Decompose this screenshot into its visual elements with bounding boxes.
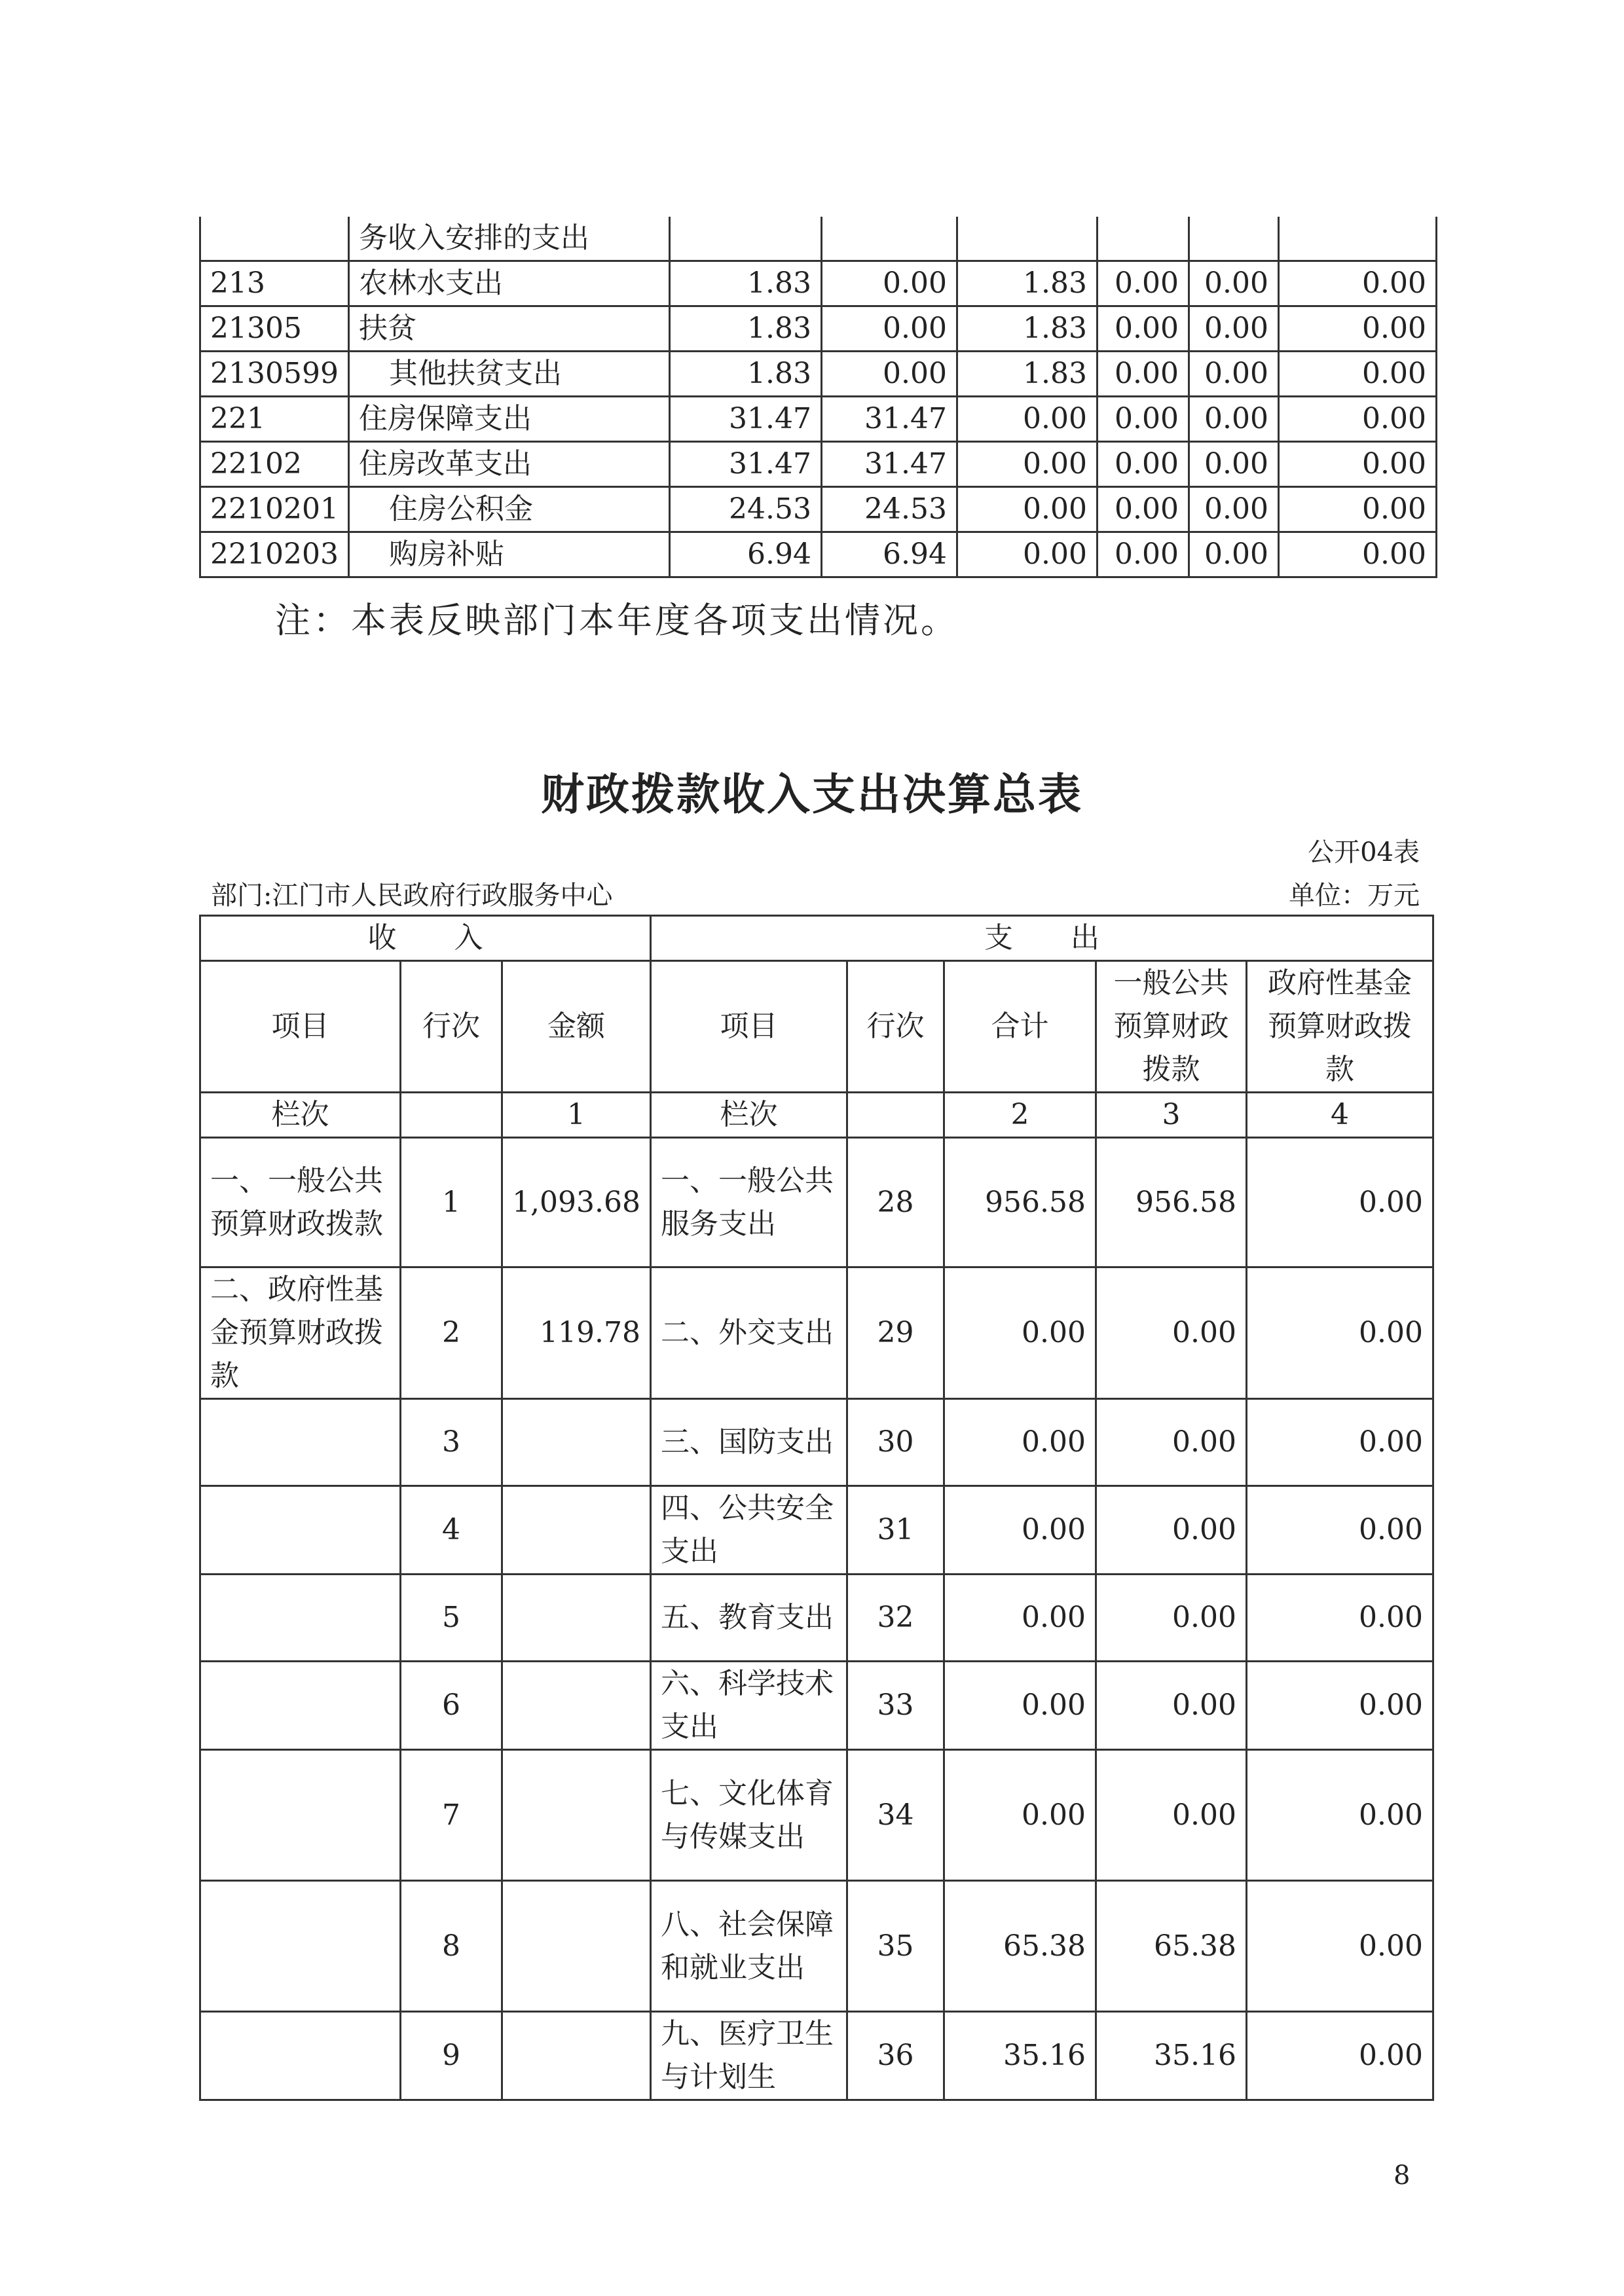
- table-row-cell: 0.00: [944, 1399, 1096, 1486]
- subject-name: 扶贫: [348, 306, 669, 352]
- table-row-cell: 65.38: [944, 1881, 1096, 2012]
- table-row-cell: 29: [847, 1267, 944, 1399]
- amount-cell: 31.47: [669, 442, 821, 487]
- amount-cell: 0.00: [957, 487, 1097, 532]
- header-row: [200, 961, 1433, 1093]
- amount-cell: 0.00: [1097, 442, 1189, 487]
- table-row-cell: 0.00: [1247, 1138, 1433, 1267]
- table-row: [200, 1486, 1433, 1575]
- amount-cell: 31.47: [821, 442, 957, 487]
- table-row-cell: [200, 1881, 401, 2012]
- table-row-cell: 65.38: [1096, 1881, 1247, 2012]
- table-row: [200, 217, 1437, 261]
- table-row: [200, 1267, 1433, 1399]
- table-row-cell: 2: [401, 1267, 502, 1399]
- table-row: [200, 1881, 1433, 2012]
- table-row-cell: 0.00: [1247, 1881, 1433, 2012]
- table-row-cell: 36: [847, 2012, 944, 2100]
- table-row-cell: 956.58: [944, 1138, 1096, 1267]
- column-index-row-cell: 1: [502, 1093, 651, 1138]
- amount-cell: 0.00: [957, 442, 1097, 487]
- table-row: [200, 1662, 1433, 1750]
- table-row: [200, 2012, 1433, 2100]
- table-row-cell: 0.00: [1096, 1486, 1247, 1575]
- table-row: [200, 1399, 1433, 1486]
- amount-cell: 1.83: [957, 352, 1097, 397]
- table-row-cell: 0.00: [1096, 1399, 1247, 1486]
- table-row: [200, 532, 1437, 577]
- table-row-cell: 7: [401, 1750, 502, 1881]
- header-row-cell: 行次: [401, 961, 502, 1093]
- page-number: 8: [1393, 2160, 1411, 2191]
- table-row-cell: 九、医疗卫生与计划生: [651, 2012, 847, 2100]
- table-row-cell: 0.00: [1096, 1575, 1247, 1662]
- amount-cell: 0.00: [1189, 532, 1278, 577]
- table-row-cell: 0.00: [1096, 1267, 1247, 1399]
- amount-cell: 0.00: [1278, 532, 1436, 577]
- table-row-cell: 6: [401, 1662, 502, 1750]
- amount-cell: [669, 217, 821, 261]
- amount-cell: 0.00: [1189, 352, 1278, 397]
- subject-code: 2210201: [200, 487, 349, 532]
- column-index-row-cell: [401, 1093, 502, 1138]
- subject-code: 22102: [200, 442, 349, 487]
- column-index-row-cell: [847, 1093, 944, 1138]
- amount-cell: [957, 217, 1097, 261]
- table-row-cell: 0.00: [944, 1575, 1096, 1662]
- table-note: 注：本表反映部门本年度各项支出情况。: [275, 600, 959, 641]
- table-row-cell: 0.00: [1247, 2012, 1433, 2100]
- table-row: [200, 1575, 1433, 1662]
- header-row-cell: 项目: [651, 961, 847, 1093]
- amount-cell: 1.83: [669, 261, 821, 306]
- income-group-header: 收 入: [200, 916, 651, 961]
- table-row-cell: 0.00: [1096, 1750, 1247, 1881]
- table-row-cell: 二、政府性基金预算财政拨款: [200, 1267, 401, 1399]
- table-row-cell: 31: [847, 1486, 944, 1575]
- amount-cell: 0.00: [1097, 306, 1189, 352]
- amount-cell: [1097, 217, 1189, 261]
- amount-cell: 0.00: [821, 306, 957, 352]
- table-row-cell: 三、国防支出: [651, 1399, 847, 1486]
- table-row-cell: [502, 2012, 651, 2100]
- table-row-cell: 六、科学技术支出: [651, 1662, 847, 1750]
- subject-name: 农林水支出: [348, 261, 669, 306]
- column-index-row-cell: 4: [1247, 1093, 1433, 1138]
- table-row-cell: [200, 1662, 401, 1750]
- table-row-cell: 34: [847, 1750, 944, 1881]
- amount-cell: 0.00: [1189, 442, 1278, 487]
- amount-cell: 24.53: [821, 487, 957, 532]
- amount-cell: 1.83: [669, 352, 821, 397]
- amount-cell: 0.00: [1097, 397, 1189, 442]
- header-row-cell: 行次: [847, 961, 944, 1093]
- table-row-cell: 0.00: [944, 1486, 1096, 1575]
- amount-cell: 1.83: [957, 306, 1097, 352]
- table-row-cell: [200, 1575, 401, 1662]
- table-row: [200, 1138, 1433, 1267]
- table-row: [200, 397, 1437, 442]
- table-row: [200, 442, 1437, 487]
- table-row: [200, 1750, 1433, 1881]
- table-row: [200, 306, 1437, 352]
- table-row-cell: [200, 1750, 401, 1881]
- amount-cell: 1.83: [669, 306, 821, 352]
- table-row-cell: 0.00: [1247, 1399, 1433, 1486]
- header-row-cell: 金额: [502, 961, 651, 1093]
- amount-cell: 0.00: [1278, 306, 1436, 352]
- table-row-cell: 0.00: [1247, 1575, 1433, 1662]
- table-row-cell: [502, 1575, 651, 1662]
- table-row-cell: 35: [847, 1881, 944, 2012]
- department-label: 部门:江门市人民政府行政服务中心: [211, 881, 613, 911]
- column-index-row-cell: 栏次: [200, 1093, 401, 1138]
- table-row-cell: 0.00: [944, 1750, 1096, 1881]
- table-row-cell: 4: [401, 1486, 502, 1575]
- table-row-cell: 119.78: [502, 1267, 651, 1399]
- subject-name: 其他扶贫支出: [348, 352, 669, 397]
- subject-code: 2130599: [200, 352, 349, 397]
- amount-cell: 0.00: [1189, 306, 1278, 352]
- table-row-cell: 0.00: [1096, 1662, 1247, 1750]
- amount-cell: 24.53: [669, 487, 821, 532]
- column-index-row-cell: 2: [944, 1093, 1096, 1138]
- amount-cell: 0.00: [1189, 261, 1278, 306]
- subject-name: 住房改革支出: [348, 442, 669, 487]
- amount-cell: 0.00: [1278, 397, 1436, 442]
- amount-cell: 0.00: [1278, 352, 1436, 397]
- subject-name: 住房保障支出: [348, 397, 669, 442]
- table-row: [200, 261, 1437, 306]
- amount-cell: [821, 217, 957, 261]
- table-row-cell: 八、社会保障和就业支出: [651, 1881, 847, 2012]
- table-row-cell: 七、文化体育与传媒支出: [651, 1750, 847, 1881]
- header-row-cell: 政府性基金预算财政拨款: [1247, 961, 1433, 1093]
- table-row-cell: 0.00: [1247, 1662, 1433, 1750]
- amount-cell: 0.00: [1097, 487, 1189, 532]
- table-row-cell: 30: [847, 1399, 944, 1486]
- table-row: [200, 352, 1437, 397]
- amount-cell: 0.00: [1189, 397, 1278, 442]
- table-row-cell: 一、一般公共服务支出: [651, 1138, 847, 1267]
- amount-cell: [1278, 217, 1436, 261]
- amount-cell: 0.00: [1278, 487, 1436, 532]
- subject-name: 务收入安排的支出: [348, 217, 669, 261]
- table-row-cell: [200, 2012, 401, 2100]
- amount-cell: 6.94: [669, 532, 821, 577]
- header-row-cell: 一般公共预算财政拨款: [1096, 961, 1247, 1093]
- amount-cell: 0.00: [821, 261, 957, 306]
- unit-label: 单位：万元: [1289, 881, 1420, 911]
- amount-cell: 1.83: [957, 261, 1097, 306]
- amount-cell: [1189, 217, 1278, 261]
- subject-code: [200, 217, 349, 261]
- amount-cell: 31.47: [821, 397, 957, 442]
- table-row-cell: 0.00: [1247, 1750, 1433, 1881]
- table-row-cell: 3: [401, 1399, 502, 1486]
- header-row-cell: 合计: [944, 961, 1096, 1093]
- table-row-cell: 0.00: [1247, 1267, 1433, 1399]
- table-row-cell: 35.16: [1096, 2012, 1247, 2100]
- header-row-cell: 项目: [200, 961, 401, 1093]
- table-row-cell: [502, 1486, 651, 1575]
- table-row-cell: 8: [401, 1881, 502, 2012]
- fiscal-summary-table: [199, 915, 1434, 2101]
- table-row-cell: 五、教育支出: [651, 1575, 847, 1662]
- subject-code: 221: [200, 397, 349, 442]
- table-row-cell: 956.58: [1096, 1138, 1247, 1267]
- page-title: 财政拨款收入支出决算总表: [541, 769, 1083, 820]
- amount-cell: 31.47: [669, 397, 821, 442]
- column-index-row: [200, 1093, 1433, 1138]
- table-row-cell: [502, 1881, 651, 2012]
- table-row-cell: 1: [401, 1138, 502, 1267]
- table-row-cell: 35.16: [944, 2012, 1096, 2100]
- table-row-cell: [200, 1486, 401, 1575]
- subject-name: 住房公积金: [348, 487, 669, 532]
- amount-cell: 0.00: [957, 532, 1097, 577]
- amount-cell: 0.00: [1278, 442, 1436, 487]
- table-row-cell: [502, 1399, 651, 1486]
- table-row-cell: [502, 1662, 651, 1750]
- table-row-cell: 0.00: [944, 1267, 1096, 1399]
- amount-cell: 0.00: [1278, 261, 1436, 306]
- form-code: 公开04表: [1308, 837, 1420, 867]
- expense-group-header: 支 出: [651, 916, 1433, 961]
- amount-cell: 0.00: [1189, 487, 1278, 532]
- table-row-cell: 二、外交支出: [651, 1267, 847, 1399]
- table-row-cell: 28: [847, 1138, 944, 1267]
- subject-code: 21305: [200, 306, 349, 352]
- amount-cell: 0.00: [1097, 532, 1189, 577]
- subject-code: 213: [200, 261, 349, 306]
- expenditure-detail-table: [199, 217, 1437, 578]
- amount-cell: 0.00: [821, 352, 957, 397]
- table-row-cell: 1,093.68: [502, 1138, 651, 1267]
- column-index-row-cell: 栏次: [651, 1093, 847, 1138]
- table-row-cell: [200, 1399, 401, 1486]
- amount-cell: 6.94: [821, 532, 957, 577]
- subject-code: 2210203: [200, 532, 349, 577]
- table-row-cell: 一、一般公共预算财政拨款: [200, 1138, 401, 1267]
- table-row-cell: 0.00: [944, 1662, 1096, 1750]
- amount-cell: 0.00: [1097, 261, 1189, 306]
- subject-name: 购房补贴: [348, 532, 669, 577]
- table-row-cell: 33: [847, 1662, 944, 1750]
- amount-cell: 0.00: [957, 397, 1097, 442]
- column-index-row-cell: 3: [1096, 1093, 1247, 1138]
- table-row-cell: 0.00: [1247, 1486, 1433, 1575]
- table-row: [200, 487, 1437, 532]
- table-row-cell: 9: [401, 2012, 502, 2100]
- amount-cell: 0.00: [1097, 352, 1189, 397]
- table-row-cell: 32: [847, 1575, 944, 1662]
- table-row-cell: 5: [401, 1575, 502, 1662]
- table-row-cell: [502, 1750, 651, 1881]
- table-row-cell: 四、公共安全支出: [651, 1486, 847, 1575]
